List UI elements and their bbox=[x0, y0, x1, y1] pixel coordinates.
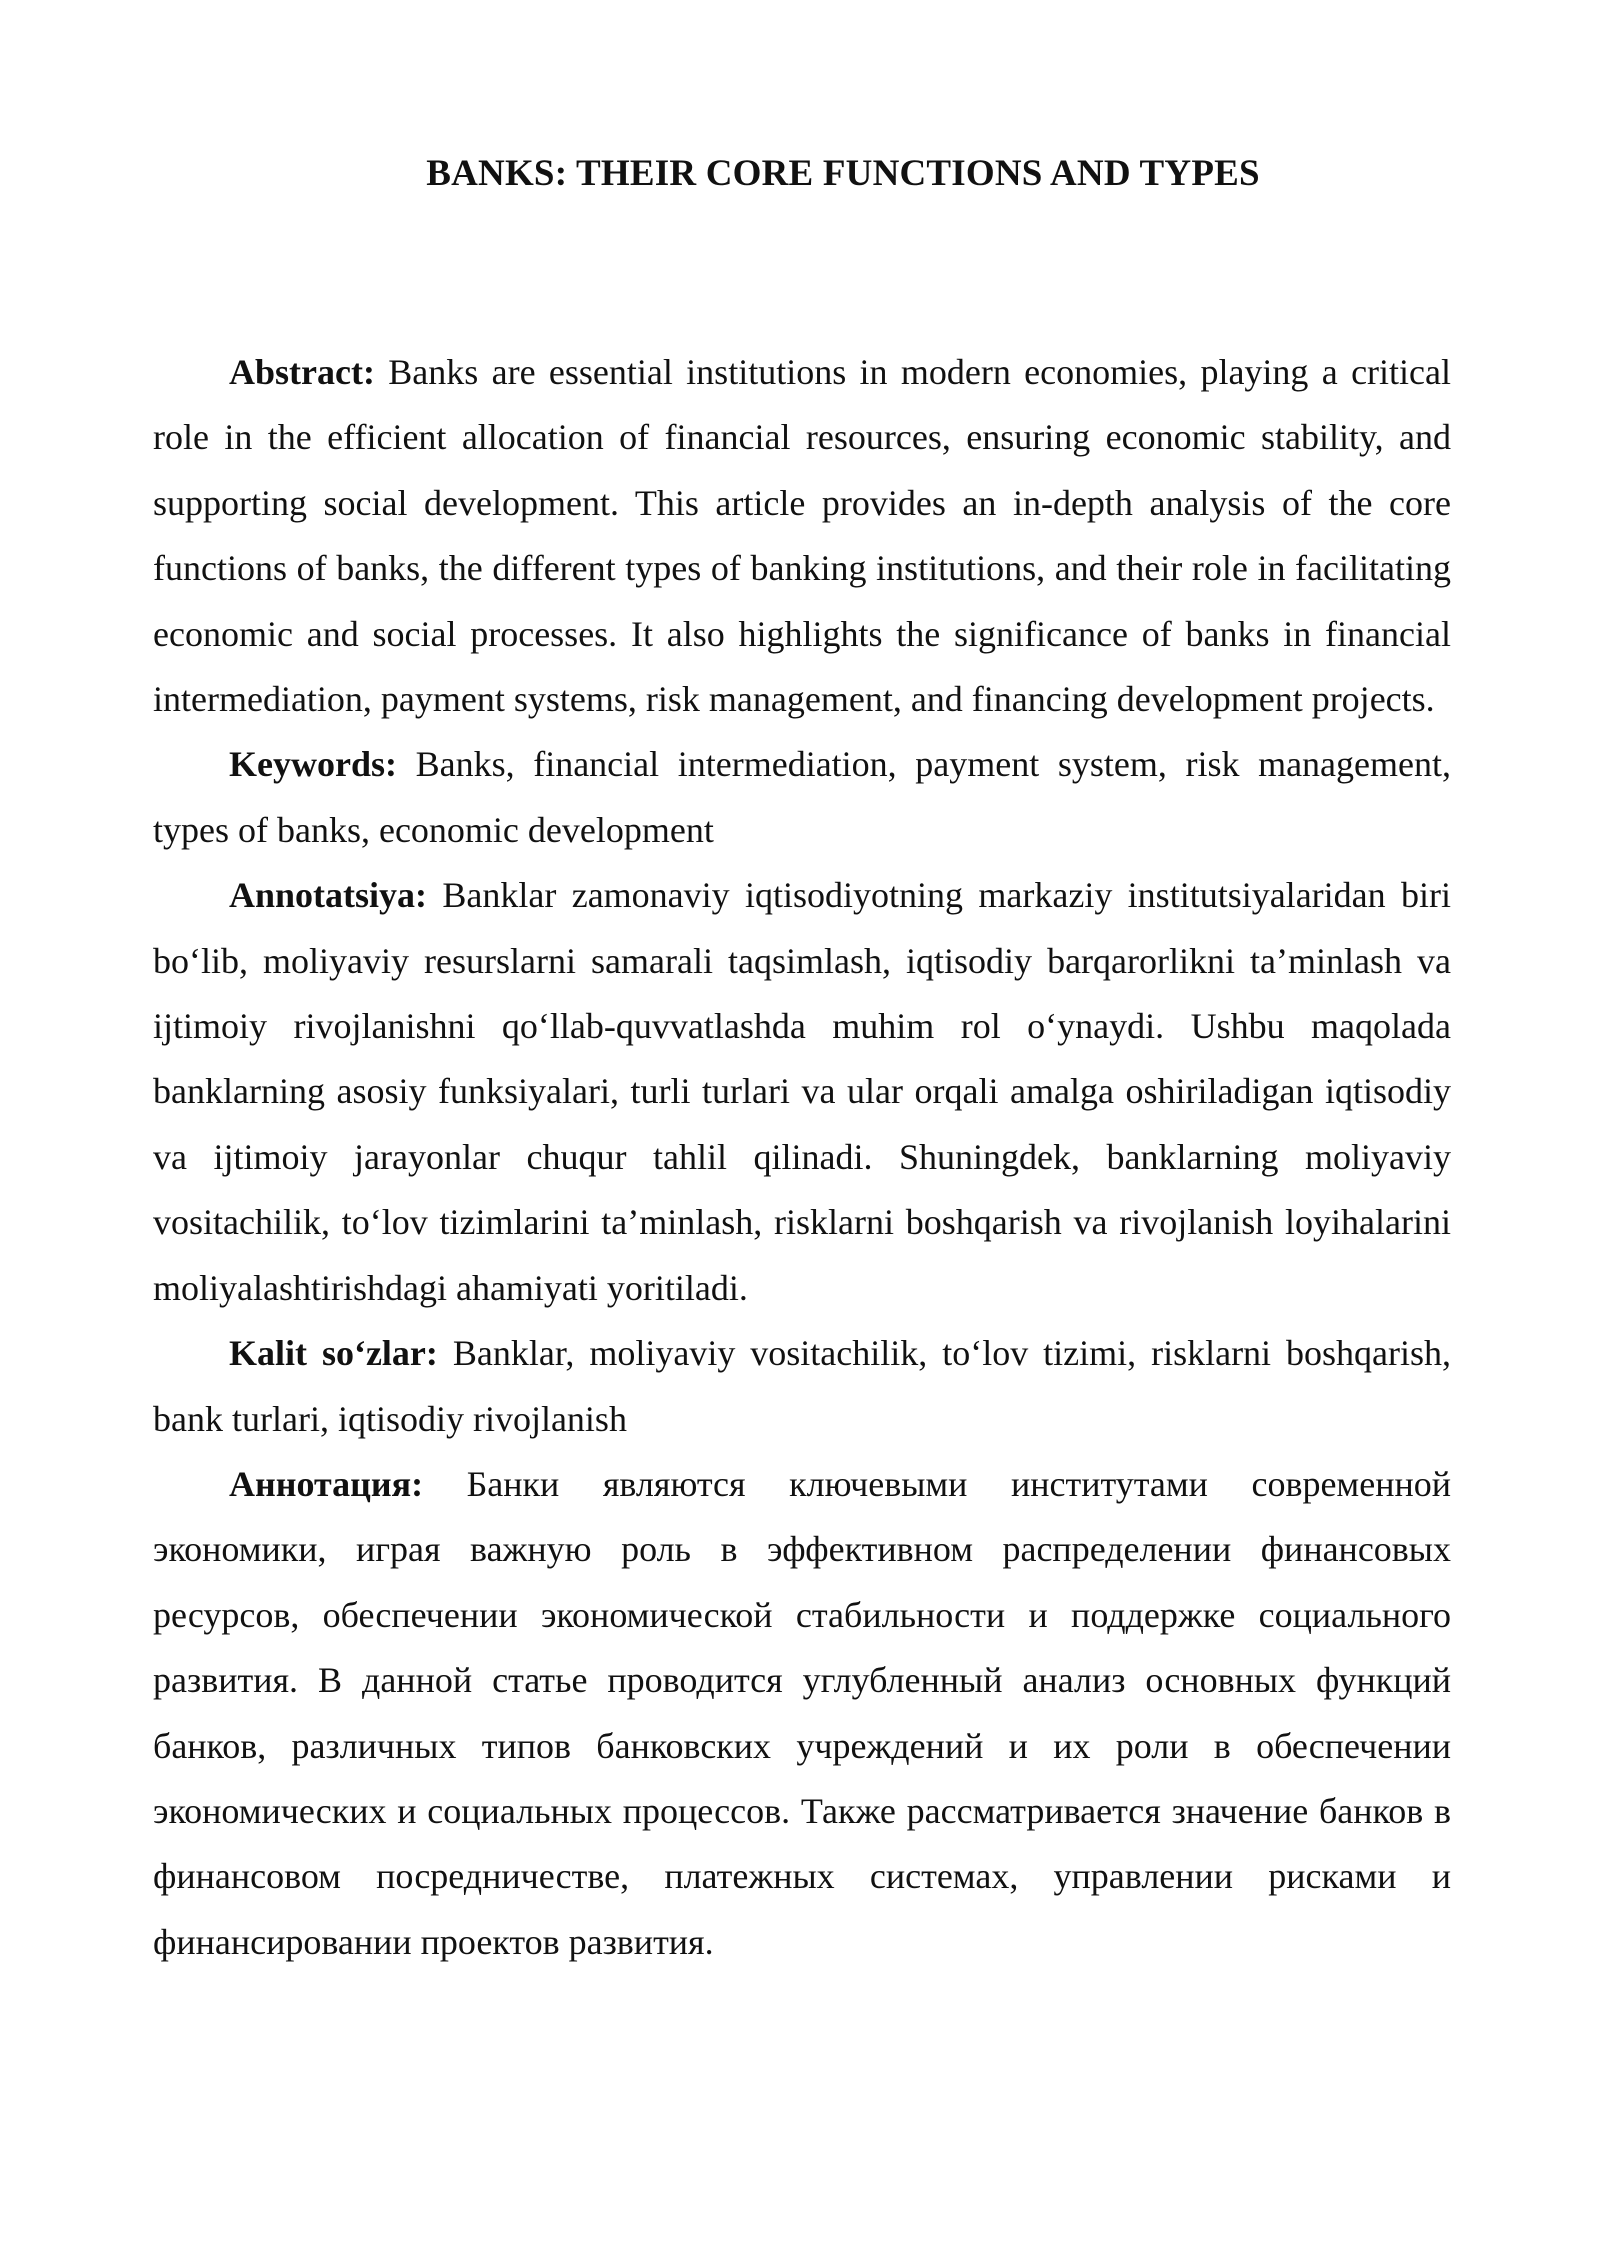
keywords-text: Banks, financial intermediation, payment system, risk management, types of banks, economic development bbox=[153, 744, 1451, 850]
annotatsiya-text: Banklar zamonaviy iqtisodiyotning markaziy institutsiyalaridan biri bo‘lib, moliyaviy resurslarni samarali taqsimlash, iqtisodiy barqarorlikni ta’minlash va ijtimoiy rivojlanishni qo‘llab-quvvatlashda muhim rol o‘ynaydi. Ushbu maqolada banklarning asosiy funksiyalari, turli turlari va ular orqali amalga oshiriladigan iqtisodiy va ijtimoiy jarayonlar chuqur tahlil qilinadi. Shuningdek, banklarning moliyaviy vositachilik, to‘lov tizimlarini ta’minlash, risklarni boshqarish va rivojlanish loyihalarini moliyalashtirishdagi ahamiyati yoritiladi. bbox=[153, 875, 1451, 1308]
annotatsiya-ru-text: Банки являются ключевыми институтами современной экономики, играя важную роль в эффективном распределении финансовых ресурсов, обеспечении экономической стабильности и поддержке социального развития. В данной статье проводится углубленный анализ основных функций банков, различных типов банковских учреждений и их роли в обеспечении экономических и социальных процессов. Также рассматривается значение банков в финансовом посредничестве, платежных системах, управлении рисками и финансировании проектов развития. bbox=[153, 1463, 1451, 1962]
annotatsiya-ru-label: Аннотация: bbox=[229, 1463, 424, 1504]
kalit-sozlar-text: Banklar, moliyaviy vositachilik, to‘lov tizimi, risklarni boshqarish, bank turlari, iqtisodiy rivojlanish bbox=[153, 1333, 1451, 1439]
abstract-text: Banks are essential institutions in modern economies, playing a critical role in the efficient allocation of financial resources, ensuring economic stability, and supporting social development. This article provides an in-depth analysis of the core functions of banks, the different types of banking institutions, and their role in facilitating economic and social processes. It also highlights the significance of banks in financial intermediation, payment systems, risk management, and financing development projects. bbox=[153, 352, 1451, 720]
kalit-sozlar-paragraph bbox=[153, 1321, 1451, 1452]
paper-body bbox=[153, 340, 1451, 1975]
annotatsiya-paragraph bbox=[153, 863, 1451, 1321]
annotatsiya-ru-paragraph bbox=[153, 1452, 1451, 1975]
abstract-label: Abstract: bbox=[229, 352, 375, 392]
kalit-sozlar-label: Kalit so‘zlar: bbox=[229, 1333, 438, 1374]
annotatsiya-label: Annotatsiya: bbox=[229, 875, 428, 916]
paper-title: BANKS: THEIR CORE FUNCTIONS AND TYPES bbox=[426, 153, 1260, 194]
keywords-paragraph bbox=[153, 732, 1451, 863]
abstract-paragraph bbox=[153, 340, 1451, 732]
keywords-label: Keywords: bbox=[229, 744, 397, 785]
